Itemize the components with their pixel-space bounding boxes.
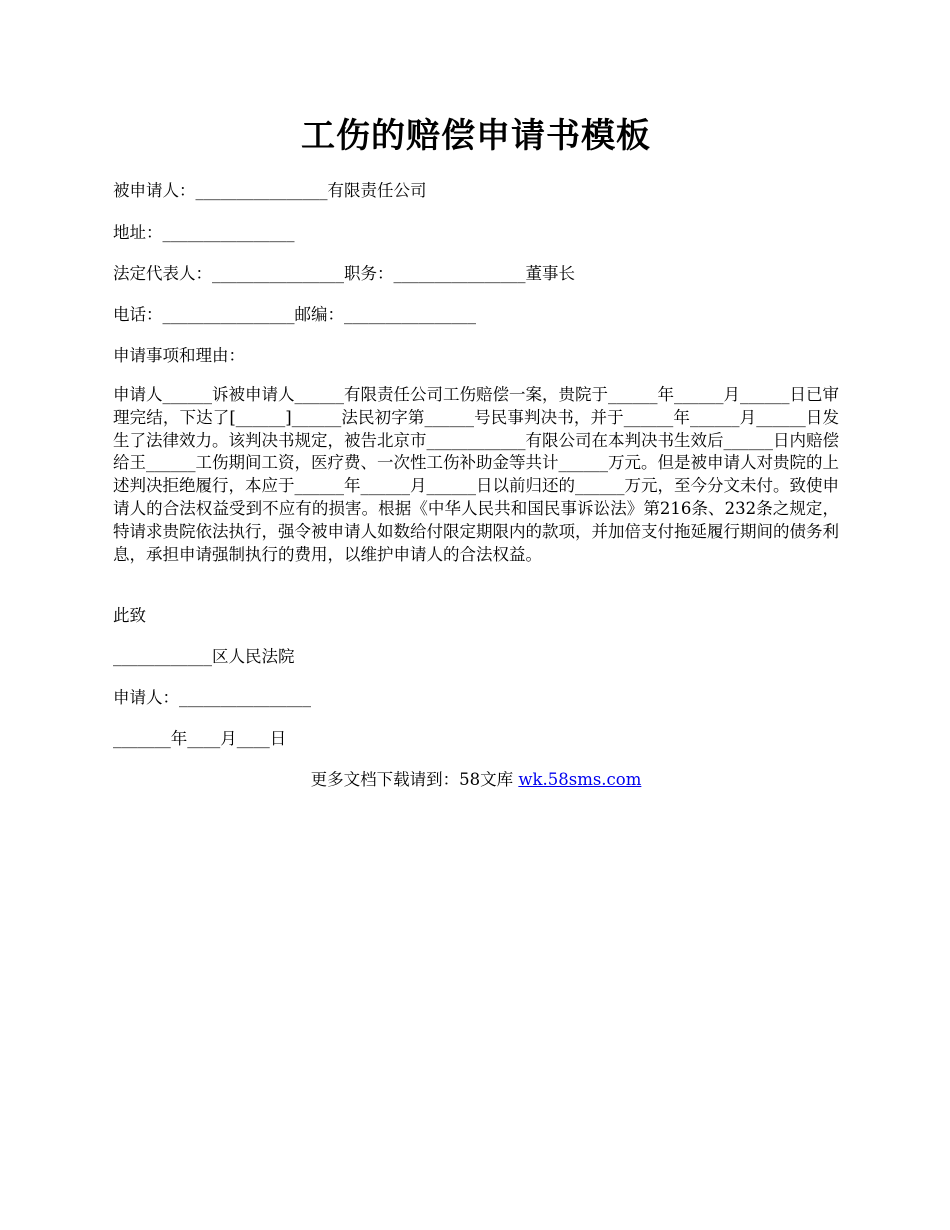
date-line: _______年____月____日 [113,729,287,748]
footer-link[interactable]: wk.58sms.com [518,770,642,789]
matters-heading: 申请事项和理由： [113,346,245,365]
court-line: ____________区人民法院 [113,647,295,666]
address-line: 地址：________________ [113,223,295,242]
applicant-line: 申请人：________________ [113,688,311,707]
footer-text: 更多文档下载请到：58文库 [310,770,519,789]
respondent-line: 被申请人：________________有限责任公司 [113,181,427,200]
legal-representative-line: 法定代表人：________________职务：________________董事长 [113,264,575,283]
footer [113,768,839,792]
body-paragraph: 申请人______诉被申请人______有限责任公司工伤赔偿一案，贵院于______年______月______日已审理完结，下达了[______]______法民初字第______号民事判决书，并于______年______月______日发生了法律效力。该判决书规定，被告北京市____________有限公司在本判决书生效后______日内赔偿给王______工伤期间工资，医疗费、一次性工伤补助金等共计______万元。但是被申请人对贵院的上述判决拒绝履行，本应于______年______月______日以前归还的______万元，至今分文未付。致使申请人的合法权益受到不应有的损害。根据《中华人民共和国民事诉讼法》第216条、232条之规定，特请求贵院依法执行，强令被申请人如数给付限定期限内的款项，并加倍支付拖延履行期间的债务利息，承担申请强制执行的费用，以维护申请人的合法权益。 [113,385,839,564]
document-title: 工伤的赔偿申请书模板 [301,116,651,156]
phone-line: 电话：________________邮编：________________ [113,305,476,324]
salutation: 此致 [113,606,146,625]
